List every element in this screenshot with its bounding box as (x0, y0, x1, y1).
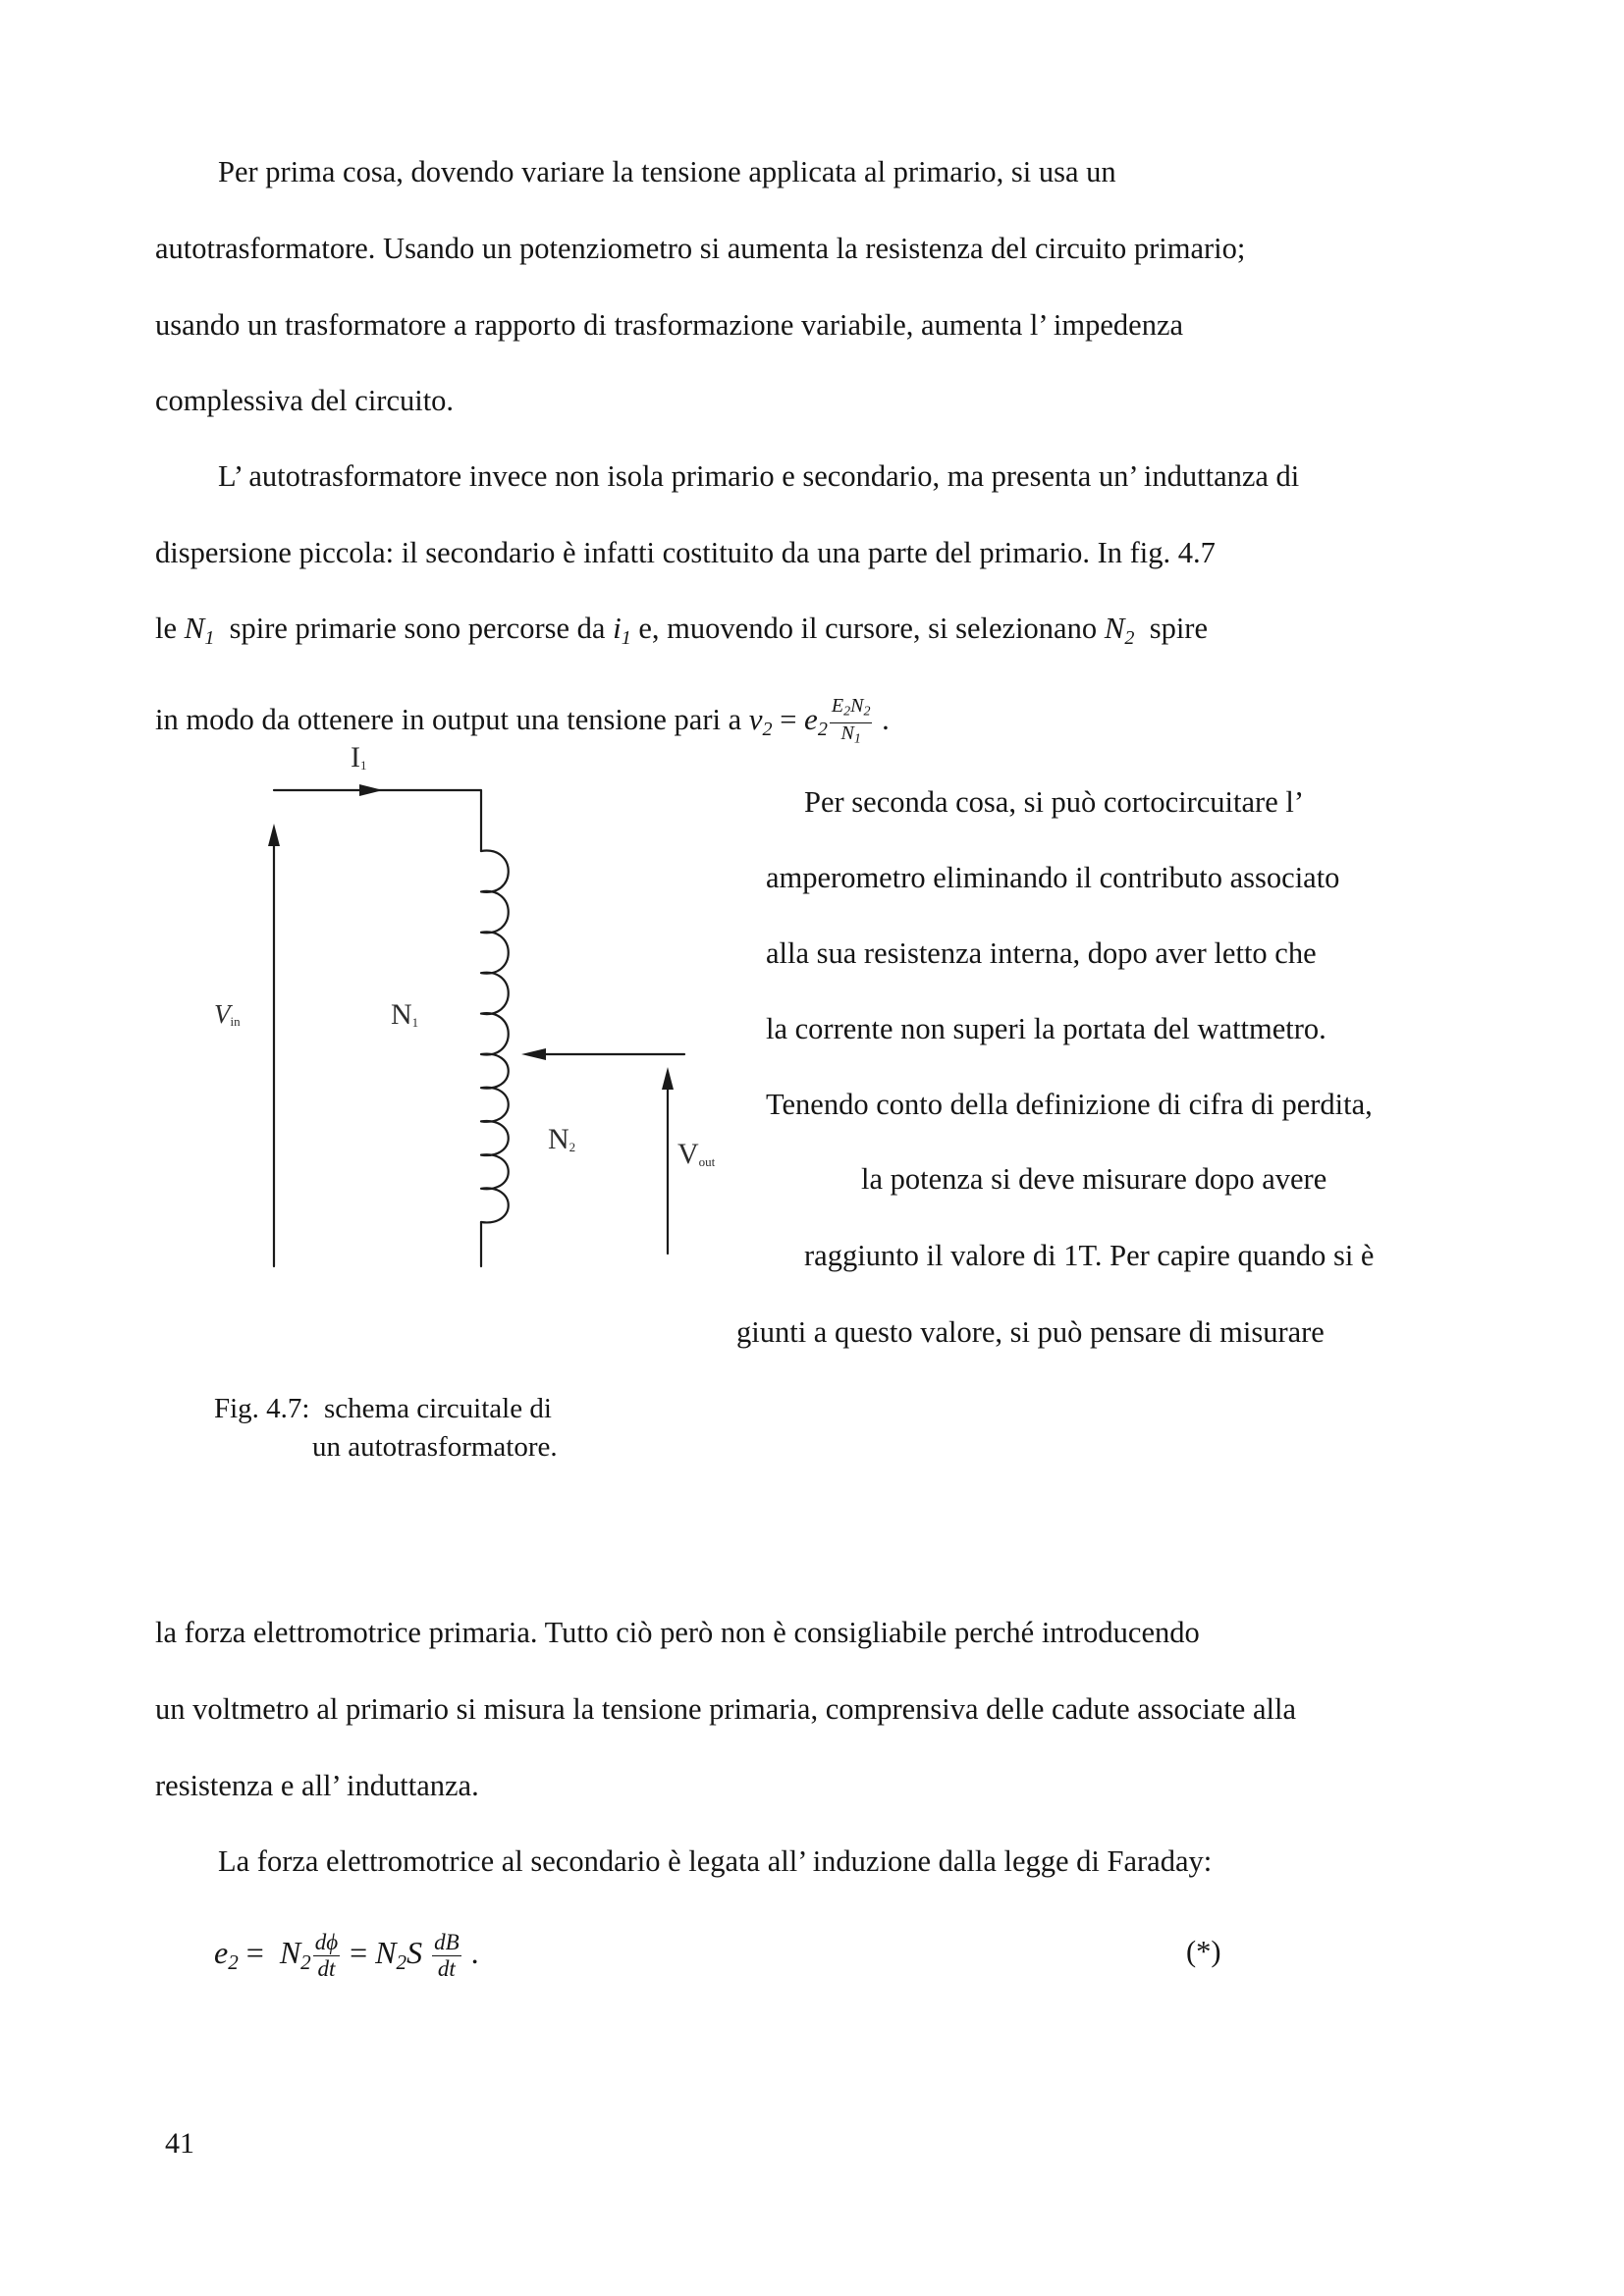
ratio-fraction (830, 696, 873, 749)
paragraph-2-line-4 (155, 696, 890, 749)
secondary-turns-symbol: N (548, 1123, 569, 1155)
paragraph-3-line-9: la forza elettromotrice primaria. Tutto ciò però non è consigliabile perché introducendo (155, 1616, 1200, 1649)
math-variable: N (850, 695, 864, 717)
input-voltage-symbol: V (214, 999, 231, 1029)
math-variable: S (406, 1934, 431, 1970)
math-subscript: 2 (228, 1950, 239, 1975)
math-subscript: 2 (1124, 627, 1135, 650)
paragraph-1-line-3: usando un trasformatore a rapporto di trasformazione variabile, aumenta l’ impedenza (155, 308, 1184, 342)
paragraph-1-line-2: autotrasformatore. Usando un potenziometro si aumenta la resistenza del circuito primario; (155, 232, 1246, 265)
text-segment: le (155, 612, 185, 645)
paragraph-3-line-4: la corrente non superi la portata del wattmetro. (766, 1012, 1326, 1045)
figure-caption-line-2: un autotrasformatore. (312, 1431, 558, 1463)
math-variable: E (831, 695, 844, 717)
current-label-subscript: 1 (360, 758, 367, 773)
paragraph-3-line-6: la potenza si deve misurare dopo avere (861, 1162, 1327, 1196)
fraction-numerator (830, 696, 873, 723)
paragraph-1-line-1: Per prima cosa, dovendo variare la tensione applicata al primario, si usa un (218, 155, 1116, 188)
paragraph-3-line-7: raggiunto il valore di 1T. Per capire quando si è (804, 1239, 1375, 1272)
math-subscript: 1 (204, 627, 215, 650)
secondary-turns-label (548, 1122, 575, 1165)
equals-sign: = (772, 703, 805, 736)
induction-derivative-fraction (432, 1930, 461, 1982)
fraction-denominator (830, 723, 873, 750)
math-variable: e (214, 1934, 229, 1970)
text-segment: in modo da ottenere in output una tensione pari a (155, 703, 749, 736)
input-voltage-arrowhead (268, 824, 280, 846)
output-voltage-label (677, 1137, 715, 1180)
primary-turns-label (391, 997, 418, 1041)
slider-tap-arrowhead (521, 1048, 546, 1060)
math-subscript: 2 (762, 719, 773, 741)
paragraph-3-line-11: resistenza e all’ induttanza. (155, 1769, 479, 1802)
autotransformer-diagram (196, 746, 746, 1296)
equation-label: (*) (1186, 1935, 1221, 1968)
math-variable: e (804, 702, 818, 736)
paragraph-2-line-3 (155, 611, 1208, 656)
math-subscript: 2 (863, 704, 871, 720)
math-variable: v (748, 702, 763, 736)
text-segment: . (462, 1934, 479, 1970)
input-voltage-subscript: in (230, 1014, 241, 1029)
math-subscript: 2 (843, 704, 851, 720)
faraday-equation (214, 1930, 479, 1982)
paragraph-3-line-1: Per seconda cosa, si può cortocircuitare l’ (804, 785, 1304, 819)
math-subscript: 1 (853, 731, 861, 746)
output-voltage-symbol: V (677, 1138, 699, 1170)
text-segment: spire primarie sono percorse da (214, 612, 614, 645)
paragraph-4-line-1: La forza elettromotrice al secondario è legata all’ induzione dalla legge di Faraday: (218, 1844, 1213, 1878)
fraction-denominator: dt (317, 1956, 336, 1981)
paragraph-2-line-2: dispersione piccola: il secondario è infatti costituito da una parte del primario. In fig. 4.7 (155, 536, 1216, 569)
math-variable: N (375, 1934, 397, 1970)
paragraph-3-line-2: amperometro eliminando il contributo associato (766, 861, 1340, 894)
math-subscript: 1 (621, 627, 631, 650)
flux-derivative-fraction (313, 1930, 340, 1982)
primary-input-wire (274, 790, 481, 851)
math-variable: N (184, 611, 205, 645)
output-voltage-subscript: out (698, 1154, 716, 1169)
output-voltage-arrowhead (662, 1067, 674, 1090)
text-segment: e, muovendo il cursore, si selezionano (630, 612, 1105, 645)
math-variable: N (1104, 611, 1125, 645)
page-number: 41 (165, 2127, 194, 2160)
math-variable: N (840, 721, 854, 744)
current-arrowhead (359, 784, 383, 796)
math-subscript: 2 (396, 1950, 407, 1975)
secondary-turns-subscript: 2 (568, 1140, 576, 1154)
fraction-numerator: dB (434, 1930, 460, 1954)
current-label (351, 740, 367, 783)
math-variable: i (613, 611, 622, 645)
primary-turns-symbol: N (391, 998, 412, 1031)
primary-turns-subscript: 1 (411, 1015, 419, 1030)
text-segment: . (874, 703, 890, 736)
primary-coil (481, 851, 509, 1223)
math-variable: N (279, 1934, 301, 1970)
paragraph-3-line-3: alla sua resistenza interna, dopo aver letto che (766, 936, 1317, 970)
paragraph-3-line-10: un voltmetro al primario si misura la tensione primaria, comprensiva delle cadute associate alla (155, 1692, 1296, 1726)
paragraph-3-line-5: Tenendo conto della definizione di cifra di perdita, (766, 1088, 1373, 1121)
paragraph-1-line-4: complessiva del circuito. (155, 384, 455, 417)
equals-sign: = (238, 1934, 280, 1970)
fraction-denominator: dt (437, 1956, 456, 1981)
text-segment: spire (1134, 612, 1209, 645)
figure-caption-line-1: Fig. 4.7: schema circuitale di (214, 1393, 552, 1424)
current-label-symbol: I (351, 741, 360, 774)
paragraph-2-line-1: L’ autotrasformatore invece non isola primario e secondario, ma presenta un’ induttanza di (218, 459, 1300, 493)
math-subscript: 2 (300, 1950, 311, 1975)
fraction-numerator: dϕ (314, 1930, 339, 1954)
input-voltage-label (214, 996, 241, 1040)
paragraph-3-line-8: giunti a questo valore, si può pensare di misurare (736, 1315, 1325, 1349)
equals-sign: = (342, 1934, 376, 1970)
math-subscript: 2 (817, 719, 828, 741)
